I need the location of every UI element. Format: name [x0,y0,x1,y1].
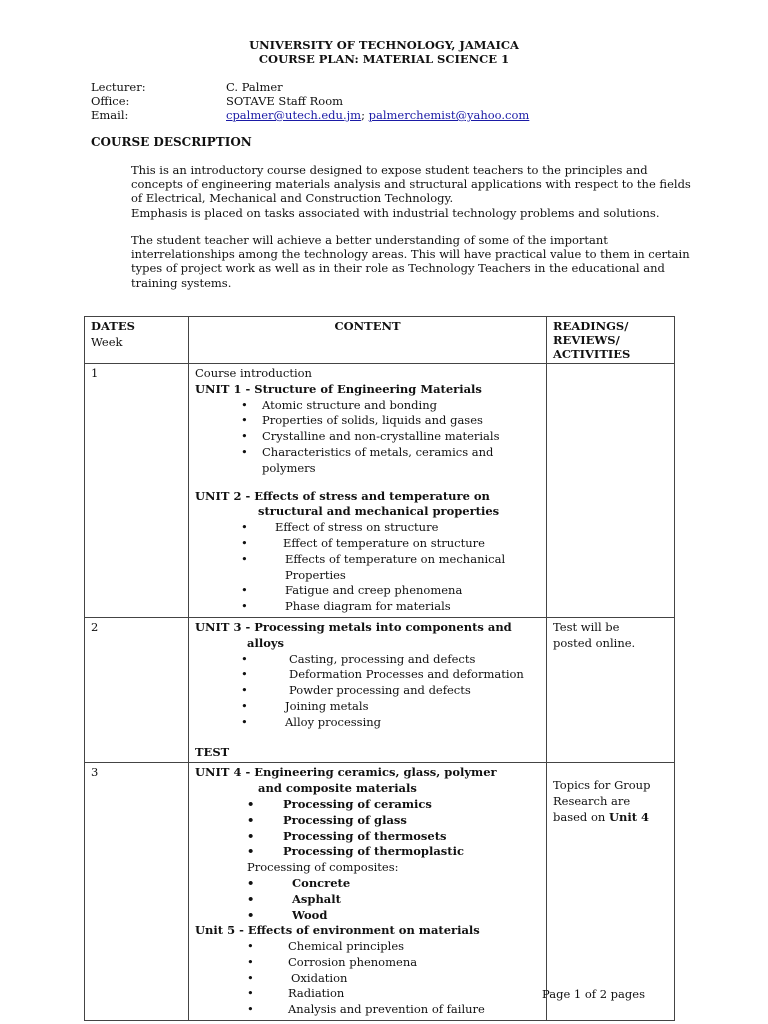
table-row [85,364,675,618]
unit-5-title: Unit 5 - Effects of environment on materials [195,923,480,938]
week-3-content [189,763,547,1021]
course-description-heading: COURSE DESCRIPTION [91,135,252,149]
unit-3-title-cont: alloys [247,635,285,650]
week-number: 2 [91,619,99,634]
bullet-icon: • [247,907,255,922]
description-paragraph-2: The student teacher will achieve a better understanding of some of the important interrelationships among the technology areas. This will have practical value to them in certain types of project work as well as in their role as Technology Teachers in the educational and training systems. [131,233,690,290]
bullet-icon: • [247,828,255,843]
list-item: • Deformation Processes and deformation [241,667,524,682]
bullet-icon: • [241,535,248,550]
list-item: • Wood [247,907,328,922]
table-row [85,763,675,1021]
bullet-icon: • [241,583,248,598]
list-item: • Alloy processing [241,714,382,729]
bullet-icon: • [241,413,248,428]
header-activities: ACTIVITIES [553,347,631,361]
bullet-icon: • [247,970,254,985]
list-item: • Effect of temperature on structure [241,535,485,550]
bullet-icon: • [241,429,248,444]
list-item: • Atomic structure and bonding [241,397,437,412]
email-link-yahoo[interactable]: palmerchemist@yahoo.com [368,108,530,122]
bullet-icon: • [241,520,248,535]
header-content: CONTENT [334,319,401,333]
bullet-icon: • [247,875,255,890]
page-number: Page 1 of 2 pages [542,987,645,1001]
course-intro: Course introduction [195,366,312,380]
bullet-icon: • [241,551,248,566]
unit-4-title: UNIT 4 - Engineering ceramics, glass, polymer [195,765,497,780]
university-title: UNIVERSITY OF TECHNOLOGY, JAMAICA [249,38,519,52]
list-item: • Corrosion phenomena [247,954,418,969]
test-note-line-2: posted online. [553,635,636,650]
week-1-cell [85,364,189,618]
bullet-icon: • [241,698,248,713]
list-item: • Processing of thermoplastic [247,844,464,859]
list-item: • Effect of stress on structure [241,520,439,535]
group-note-unit: Unit 4 [608,809,650,824]
header-readings: READINGS/ [553,319,629,333]
list-item: • Effects of temperature on mechanical [241,551,506,566]
list-item: • Processing of glass [247,812,407,827]
bullet-icon: • [247,844,255,859]
week-2-readings [547,617,675,762]
table-header-row [85,317,675,364]
list-item: • Fatigue and creep phenomena [241,583,463,598]
list-item: • Casting, processing and defects [241,651,476,666]
unit-3-title: UNIT 3 - Processing metals into components and [195,619,512,634]
week-number: 1 [91,366,99,380]
unit-2-title-cont: structural and mechanical properties [258,504,500,519]
list-item: • Radiation [247,986,345,1001]
email-values [226,108,529,122]
week-1-readings [547,364,675,618]
list-item: • Crystalline and non-crystalline materials [241,429,500,444]
bullet-icon: • [241,651,248,666]
list-item: • Phase diagram for materials [241,599,451,614]
week-1-content [189,364,547,618]
header-readings-cell [547,317,675,364]
header-reviews: REVIEWS/ [553,333,620,347]
bullet-icon: • [241,599,248,614]
lecturer-value: C. Palmer [226,80,283,94]
header-dates: DATES [91,319,135,333]
week-number: 3 [91,765,99,780]
bullet-icon: • [247,796,255,811]
bullet-icon: • [241,444,248,459]
office-label: Office: [91,94,130,108]
unit-4-title-cont: and composite materials [258,781,417,796]
course-plan-table [84,316,675,1021]
description-paragraph-1 [131,163,691,220]
list-item: • Joining metals [241,698,369,713]
test-note-line-1: Test will be [553,619,620,634]
list-item: • Analysis and prevention of failure [247,1002,485,1017]
list-item: • Chemical principles [247,939,405,954]
bullet-icon: • [247,939,254,954]
week-2-cell [85,617,189,762]
list-item-continuation: polymers [262,460,316,475]
list-item: • Oxidation [247,970,348,985]
header-content-cell [189,317,547,364]
week-3-readings [547,763,675,1021]
week-3-cell [85,763,189,1021]
list-item: • Processing of thermosets [247,828,447,843]
bullet-icon: • [241,667,248,682]
email-label: Email: [91,108,129,122]
bullet-icon: • [247,812,255,827]
unit-1-title: UNIT 1 - Structure of Engineering Materials [195,381,482,396]
description-text-1b: Emphasis is placed on tasks associated with industrial technology problems and solutions. [131,205,660,220]
lecturer-label: Lecturer: [91,80,146,94]
week-2-content [189,617,547,762]
bullet-icon: • [247,891,255,906]
bullet-icon: • [241,683,248,698]
office-value: SOTAVE Staff Room [226,94,344,108]
bullet-icon: • [241,714,248,729]
list-item: • Concrete [247,875,351,890]
bullet-icon: • [241,397,248,412]
list-item: • Asphalt [247,891,341,906]
list-item-continuation: Properties [285,567,346,582]
bullet-icon: • [247,986,254,1001]
header-dates-cell [85,317,189,364]
group-note-line-3: based on Unit 4 [553,809,650,824]
list-item: • Powder processing and defects [241,683,471,698]
test-label: TEST [195,744,230,759]
composites-label: Processing of composites: [247,860,399,875]
bullet-icon: • [247,954,254,969]
list-item: • Characteristics of metals, ceramics and [241,444,494,459]
unit-2-title: UNIT 2 - Effects of stress and temperature on [195,488,490,503]
email-separator: ; [361,108,365,122]
group-note-line-2: Research are [553,794,631,809]
description-text-1: This is an introductory course designed to expose student teachers to the principles and concepts of engineering materials analysis and structural applications with respect to the fields of Electrical, Mechanical and Construction Technology. [131,163,691,206]
bullet-icon: • [247,1002,254,1017]
header-week: Week [91,334,123,349]
list-item: • Processing of ceramics [247,796,432,811]
table-row [85,617,675,762]
group-note-line-1: Topics for Group [553,778,651,793]
email-link-utech[interactable]: cpalmer@utech.edu.jm [226,108,362,122]
list-item: • Properties of solids, liquids and gases [241,413,483,428]
course-plan-title: COURSE PLAN: MATERIAL SCIENCE 1 [258,52,510,66]
